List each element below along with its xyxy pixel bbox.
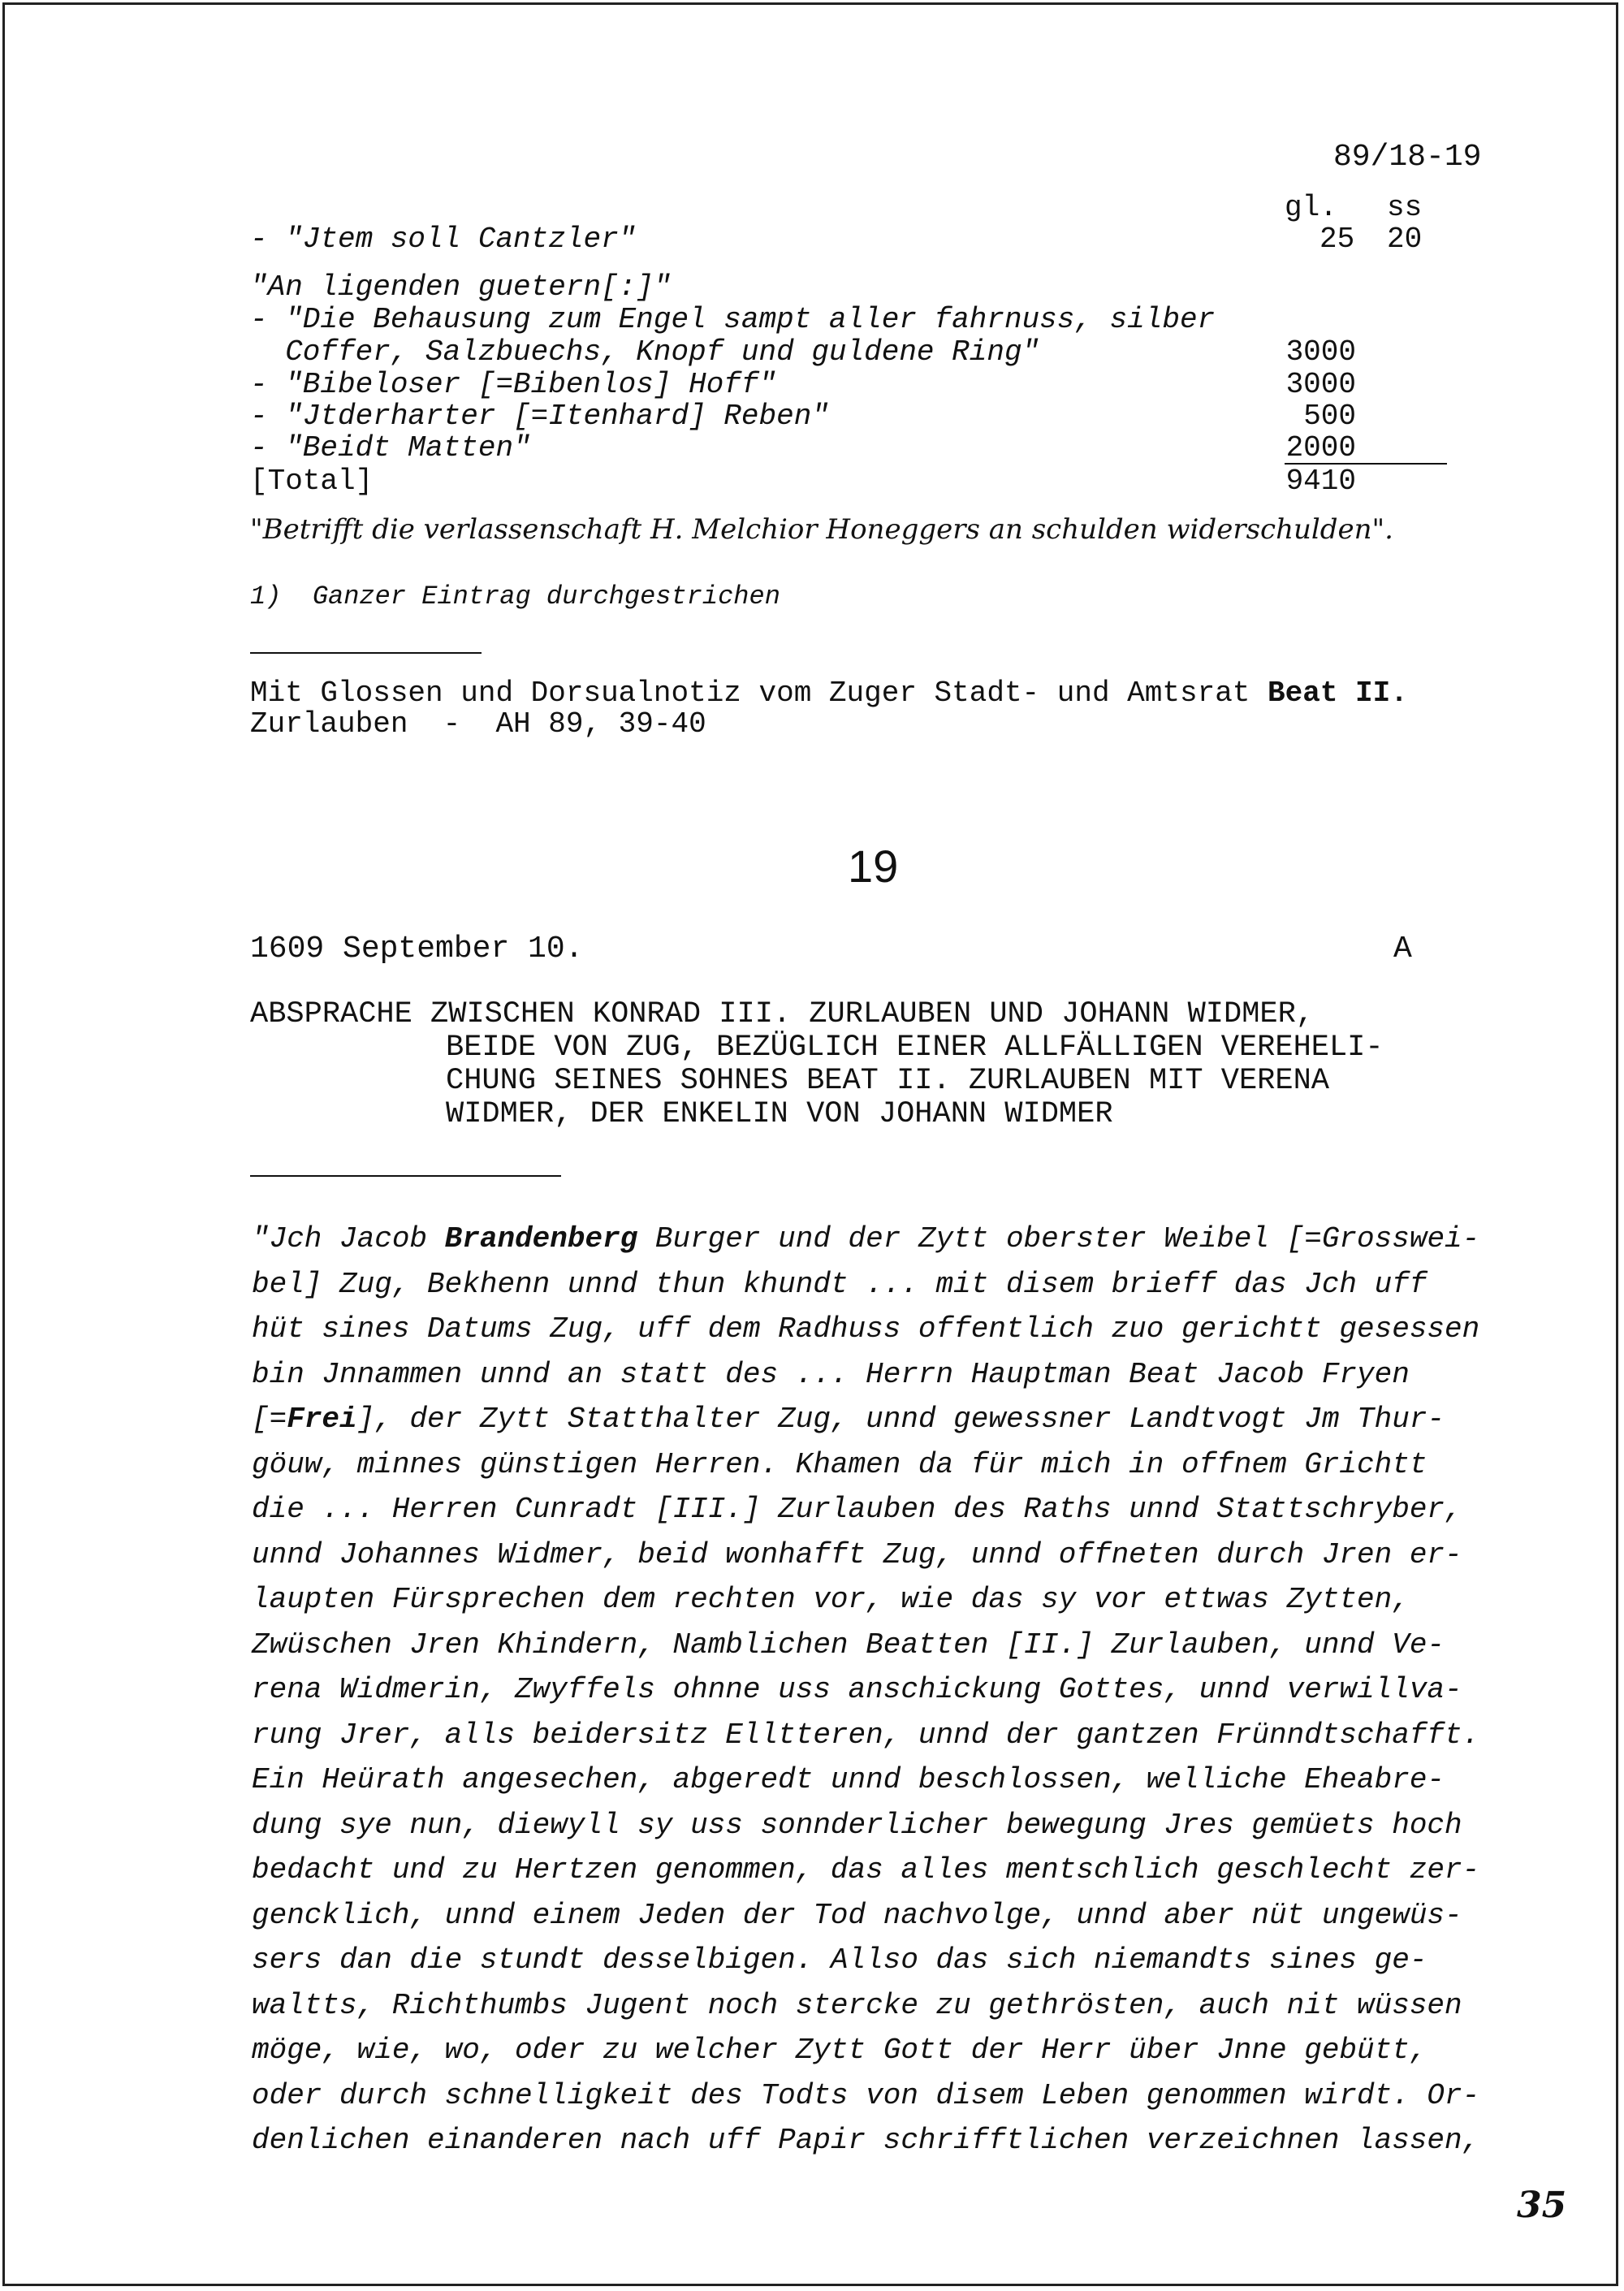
body-line: bin Jnnammen unnd an statt des ... Herrn Hauptman Beat Jacob Fryen: [252, 1357, 1410, 1391]
body-line: die ... Herren Cunradt [III.] Zurlauben des Raths unnd Stattschryber,: [252, 1493, 1462, 1526]
body-line: dung sye nun, diewyll sy uss sonnderlicher bewegung Jres gemüets hoch: [252, 1808, 1462, 1842]
item-cantzler-ss: 20: [1387, 223, 1423, 256]
item-line: - "Bibeloser [=Bibenlos] Hoff": [250, 368, 777, 401]
item-amount: 500: [1303, 400, 1356, 433]
body-text: ], der Zytt Statthalter Zug, unnd gewessner Landtvogt Jm Thur-: [356, 1403, 1445, 1436]
item-line: - "Jtderharter [=Itenhard] Reben": [250, 400, 829, 433]
body-line: Ein Heürath angesechen, abgeredt unnd beschlossen, welliche Eheabre-: [252, 1763, 1445, 1796]
item-line: Coffer, Salzbuechs, Knopf und guldene Ring": [250, 335, 1040, 369]
body-line: [252, 1217, 1502, 1262]
body-line: göuw, minnes günstigen Herren. Khamen da für mich in offnem Grichtt: [252, 1447, 1427, 1481]
body-line: bedacht und zu Hertzen genommen, das alles mentschlich geschlecht zer-: [252, 1853, 1480, 1887]
gloss-note: [250, 677, 1408, 710]
dorsal-note: "Betrifft die verlassenschaft H. Melchior Honeggers an schulden widerschulden".: [250, 513, 1393, 546]
gloss-note-source: Zurlauben - AH 89, 39-40: [250, 707, 706, 741]
body-line: denlichen einanderen nach uff Papir schrifftlichen verzeichnen lassen,: [252, 2124, 1480, 2157]
body-text: "Jch Jacob: [252, 1222, 445, 1256]
body-line: gencklich, unnd einem Jeden der Tod nachvolge, unnd aber nüt ungewüs-: [252, 1898, 1462, 1932]
divider: [250, 1175, 561, 1177]
page-stamp: 35: [1517, 2185, 1567, 2226]
body-line: bel] Zug, Bekhenn unnd thun khundt ... mit disem brieff das Jch uff: [252, 1267, 1427, 1301]
body-line: Zwüschen Jren Khindern, Namblichen Beatten [II.] Zurlauben, unnd Ve-: [252, 1627, 1445, 1662]
body-line: rung Jrer, alls beidersitz Elltteren, unnd der gantzen Frünndtschafft.: [252, 1718, 1480, 1752]
body-transcription: [252, 1217, 1502, 2163]
body-line: hüt sines Datums Zug, uff dem Radhuss offentlich zuo gerichtt gesessen: [252, 1312, 1480, 1346]
item-line: - "Die Behausung zum Engel sampt aller fahrnuss, silber: [250, 303, 1216, 336]
body-line: laupten Fürsprechen dem rechten vor, wie das sy vor ettwas Zytten,: [252, 1583, 1410, 1616]
divider: [250, 652, 482, 654]
page-reference: 89/18-19: [1333, 140, 1482, 175]
body-line: möge, wie, wo, oder zu welcher Zytt Gott der Herr über Jnne gebütt,: [252, 2034, 1427, 2067]
body-line: waltts, Richthumbs Jugent noch stercke zu gethrösten, auch nit wüssen: [252, 1988, 1462, 2022]
footnote: 1) Ganzer Eintrag durchgestrichen: [250, 581, 780, 612]
document-letter: A: [1393, 932, 1412, 966]
currency-header-gl: gl.: [1285, 191, 1337, 224]
item-cantzler-gl: 25: [1320, 223, 1355, 256]
total-label: [Total]: [250, 465, 374, 498]
title-line: WIDMER, DER ENKELIN VON JOHANN WIDMER: [446, 1097, 1113, 1131]
total-amount: 9410: [1285, 465, 1356, 498]
body-bold-name: Brandenberg: [444, 1222, 638, 1256]
body-line: sers dan die stundt desselbigen. Allso das sich niemandts sines ge-: [252, 1943, 1427, 1977]
body-line: unnd Johannes Widmer, beid wonhafft Zug, unnd offneten durch Jren er-: [252, 1537, 1462, 1571]
gloss-note-bold: Beat II.: [1268, 676, 1408, 710]
body-line: [252, 1397, 1502, 1442]
document-number: 19: [848, 841, 899, 892]
title-line: BEIDE VON ZUG, BEZÜGLICH EINER ALLFÄLLIGEN VEREHELI-: [446, 1031, 1384, 1065]
document-date: 1609 September 10.: [250, 932, 584, 966]
item-amount: 2000: [1285, 431, 1356, 465]
section-heading: "An ligenden guetern[:]": [250, 270, 672, 304]
body-text: [=: [252, 1403, 287, 1436]
body-line: rena Widmerin, Zwyffels ohnne uss anschickung Gottes, unnd verwillva-: [252, 1673, 1462, 1706]
item-amount: 3000: [1285, 335, 1356, 369]
currency-header-ss: ss: [1387, 191, 1423, 224]
title-line: ABSPRACHE ZWISCHEN KONRAD III. ZURLAUBEN UND JOHANN WIDMER,: [250, 997, 1315, 1031]
gloss-note-text: Mit Glossen und Dorsualnotiz vom Zuger Stadt- und Amtsrat: [250, 676, 1268, 710]
body-bold-name: Frei: [287, 1403, 357, 1436]
body-text: Burger und der Zytt oberster Weibel [=Grosswei-: [637, 1222, 1480, 1256]
item-amount: 3000: [1285, 368, 1356, 401]
title-line: CHUNG SEINES SOHNES BEAT II. ZURLAUBEN MIT VERENA: [446, 1064, 1329, 1098]
item-line: - "Beidt Matten": [250, 431, 531, 465]
body-line: oder durch schnelligkeit des Todts von disem Leben genommen wirdt. Or-: [252, 2078, 1480, 2112]
item-cantzler: - "Jtem soll Cantzler": [250, 223, 637, 256]
